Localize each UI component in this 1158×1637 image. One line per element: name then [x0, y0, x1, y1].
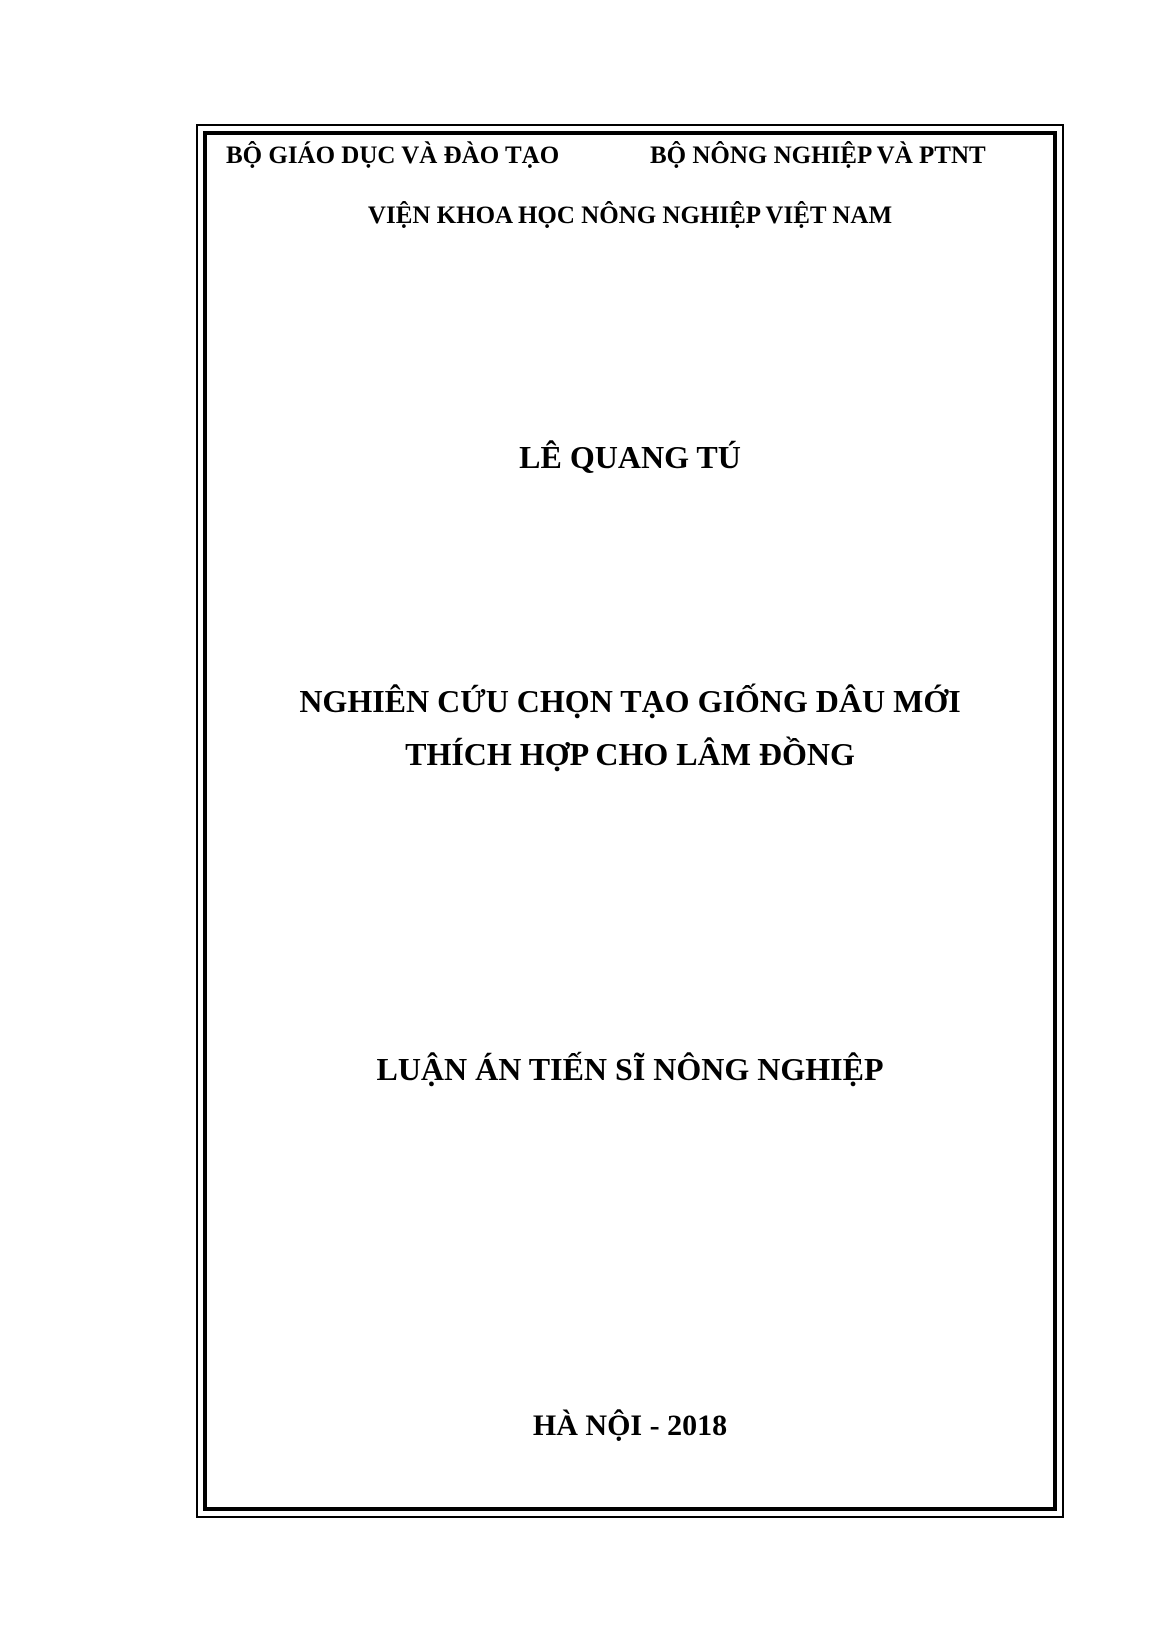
thesis-title-line-1: NGHIÊN CỨU CHỌN TẠO GIỐNG DÂU MỚI: [299, 683, 961, 719]
institute-name: VIỆN KHOA HỌC NÔNG NGHIỆP VIỆT NAM: [367, 202, 893, 229]
ministry-agriculture: BỘ NÔNG NGHIỆP VÀ PTNT: [650, 142, 986, 169]
degree-type: LUẬN ÁN TIẾN SĨ NÔNG NGHIỆP: [376, 1051, 884, 1087]
thesis-title-line-2: THÍCH HỢP CHO LÂM ĐỒNG: [405, 736, 855, 772]
place-and-year: HÀ NỘI - 2018: [532, 1409, 728, 1442]
ministry-education: BỘ GIÁO DỤC VÀ ĐÀO TẠO: [226, 142, 560, 169]
author-name: LÊ QUANG TÚ: [519, 439, 741, 475]
page-border-inner: [203, 131, 1057, 1511]
